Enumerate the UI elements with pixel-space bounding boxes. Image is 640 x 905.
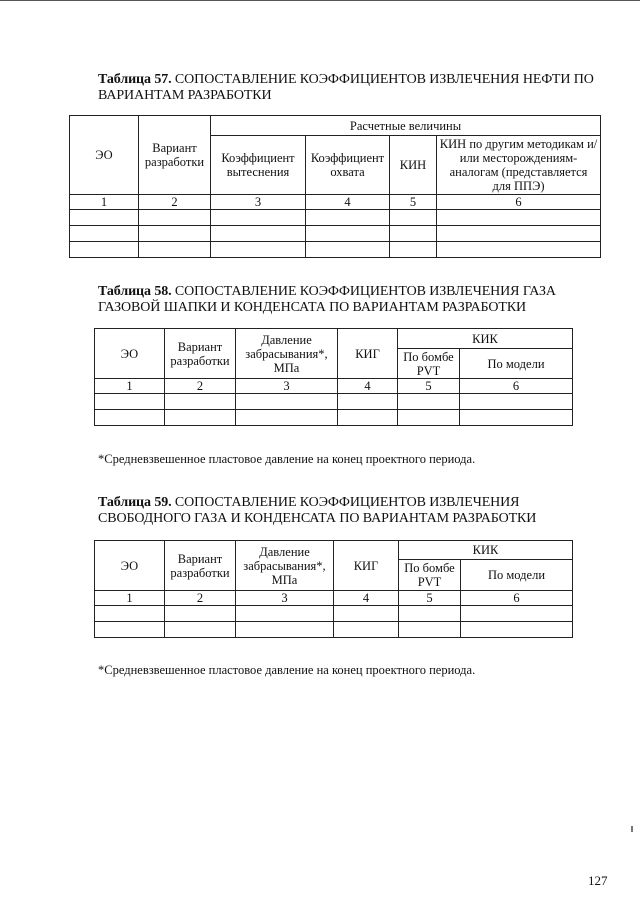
column-number: 2 xyxy=(165,591,236,606)
header-pvt-bomb: По бомбе PVT xyxy=(398,349,460,379)
column-numbers-row xyxy=(70,195,601,210)
table-59-footnote: *Средневзвешенное пластовое давление на конец проектного периода. xyxy=(98,663,476,677)
column-number: 5 xyxy=(399,591,461,606)
table-59-caption xyxy=(98,495,598,527)
scan-speck xyxy=(631,826,633,832)
header-kik: КИК xyxy=(398,329,573,349)
column-number: 1 xyxy=(95,591,165,606)
column-number: 6 xyxy=(461,591,573,606)
page-number: 127 xyxy=(588,873,608,888)
header-eo: ЭО xyxy=(95,329,165,379)
column-number: 4 xyxy=(334,591,399,606)
header-variant: Вариант разработки xyxy=(165,329,236,379)
table-58 xyxy=(94,328,573,426)
column-number: 3 xyxy=(211,195,306,210)
header-pvt-bomb: По бомбе PVT xyxy=(399,560,461,591)
column-number: 1 xyxy=(95,379,165,394)
header-kik: КИК xyxy=(399,541,573,560)
table-58-caption-label: Таблица 58. xyxy=(98,284,172,299)
table-57 xyxy=(69,115,601,258)
header-kig: КИГ xyxy=(338,329,398,379)
header-kig: КИГ xyxy=(334,541,399,591)
empty-row xyxy=(70,242,601,258)
header-variant: Вариант разработки xyxy=(139,116,211,195)
table-58-caption xyxy=(98,284,598,316)
column-number: 2 xyxy=(139,195,211,210)
empty-row xyxy=(95,394,573,410)
table-59-caption-text: СОПОСТАВЛЕНИЕ КОЭФФИЦИЕНТОВ ИЗВЛЕЧЕНИЯ СВОБОДНОГО ГАЗА И КОНДЕНСАТА ПО ВАРИАНТАМ РАЗРАБОТКИ xyxy=(98,495,537,526)
table-59 xyxy=(94,540,573,638)
header-model: По модели xyxy=(461,560,573,591)
header-model: По модели xyxy=(460,349,573,379)
header-kin-other-methods: КИН по другим методикам и/или месторождениям-аналогам (представляется для ППЭ) xyxy=(437,136,601,195)
header-eo: ЭО xyxy=(95,541,165,591)
header-pressure: Давление забрасывания*, МПа xyxy=(236,541,334,591)
header-coverage-coefficient: Коэффициент охвата xyxy=(306,136,390,195)
header-variant: Вариант разработки xyxy=(165,541,236,591)
empty-row xyxy=(70,226,601,242)
empty-row xyxy=(95,410,573,426)
column-numbers-row xyxy=(95,379,573,394)
table-57-caption xyxy=(98,72,598,104)
table-58-caption-text: СОПОСТАВЛЕНИЕ КОЭФФИЦИЕНТОВ ИЗВЛЕЧЕНИЯ ГАЗА ГАЗОВОЙ ШАПКИ И КОНДЕНСАТА ПО ВАРИАНТАМ РАЗРАБОТКИ xyxy=(98,284,556,315)
column-number: 1 xyxy=(70,195,139,210)
table-57-caption-label: Таблица 57. xyxy=(98,72,172,87)
column-number: 3 xyxy=(236,591,334,606)
table-57-caption-text: СОПОСТАВЛЕНИЕ КОЭФФИЦИЕНТОВ ИЗВЛЕЧЕНИЯ НЕФТИ ПО ВАРИАНТАМ РАЗРАБОТКИ xyxy=(98,72,594,103)
header-displacement-coefficient: Коэффициент вытеснения xyxy=(211,136,306,195)
header-kin: КИН xyxy=(390,136,437,195)
table-58-footnote: *Средневзвешенное пластовое давление на конец проектного периода. xyxy=(98,452,476,466)
empty-row xyxy=(95,622,573,638)
header-pressure: Давление забрасывания*, МПа xyxy=(236,329,338,379)
column-number: 6 xyxy=(460,379,573,394)
column-number: 6 xyxy=(437,195,601,210)
scan-top-edge xyxy=(0,0,640,1)
header-calculated-values: Расчетные величины xyxy=(211,116,601,136)
column-number: 3 xyxy=(236,379,338,394)
header-eo: ЭО xyxy=(70,116,139,195)
column-numbers-row xyxy=(95,591,573,606)
column-number: 4 xyxy=(306,195,390,210)
empty-row xyxy=(70,210,601,226)
column-number: 2 xyxy=(165,379,236,394)
empty-row xyxy=(95,606,573,622)
table-59-caption-label: Таблица 59. xyxy=(98,495,172,510)
column-number: 5 xyxy=(390,195,437,210)
column-number: 4 xyxy=(338,379,398,394)
column-number: 5 xyxy=(398,379,460,394)
